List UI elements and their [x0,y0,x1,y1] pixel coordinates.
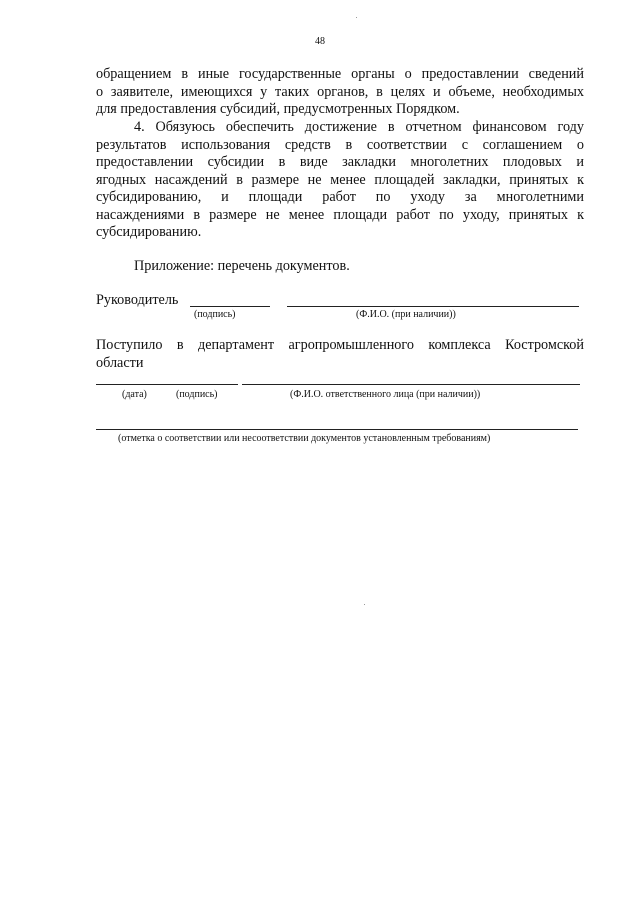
received-text [96,337,584,372]
text-line: предоставлении субсидии в виде закладки многолетних плодовых и [96,154,584,170]
text-line: 4. Обязуюсь обеспечить достижение в отчетном финансовом году [134,119,584,135]
head-name-line [287,306,579,307]
scan-speck [364,604,365,605]
compliance-caption: (отметка о соответствии или несоответствии документов установленным требованиям) [118,433,491,444]
received-signature-caption: (подпись) [176,389,218,400]
paragraph-consent [96,66,584,119]
received-name-caption: (Ф.И.О. ответственного лица (при наличии)) [290,389,481,400]
received-name-line [242,384,580,385]
text-line: субсидированию. [96,224,202,240]
received-date-signature-line [96,384,238,385]
text-line: насаждениями в размере не менее площади работ по уходу, принятых к [96,206,584,223]
text-line: для предоставления субсидий, предусмотренных Порядком. [96,101,460,117]
paragraph-obligation [96,119,584,242]
attachment-note: Приложение: перечень документов. [134,258,350,274]
compliance-line [96,429,578,430]
text-line: о заявителе, имеющихся у таких органов, в целях и объеме, необходимых [96,83,584,100]
page-number: 48 [315,36,325,47]
head-label: Руководитель [96,292,179,308]
head-signature-caption: (подпись) [194,309,236,320]
received-date-caption: (дата) [122,389,147,400]
text-line: обращением в иные государственные органы о предоставлении сведений [96,66,584,82]
text-line: области [96,354,144,371]
head-name-caption: (Ф.И.О. (при наличии)) [356,309,456,320]
text-line: Поступило в департамент агропромышленного комплекса Костромской [96,337,584,353]
text-line: результатов использования средств в соответствии с соглашением о [96,136,584,153]
scan-speck [356,17,357,18]
text-line: ягодных насаждений в размере не менее площадей закладки, принятых к [96,171,584,188]
head-signature-line [190,306,270,307]
text-line: субсидированию, и площади работ по уходу за многолетними [96,189,584,205]
